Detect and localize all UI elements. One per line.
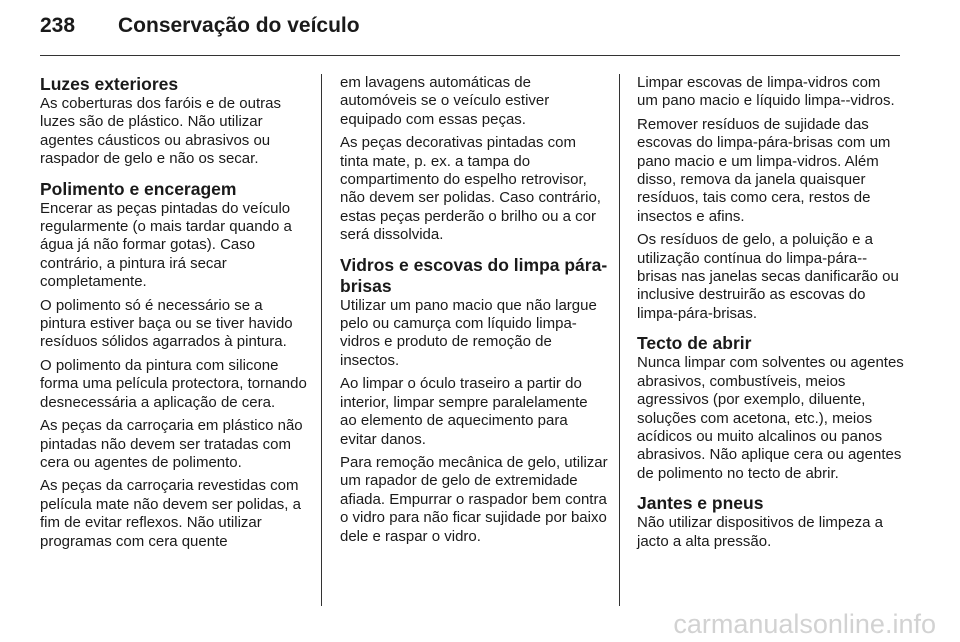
section xyxy=(637,74,905,323)
paragraph: As peças da carroçaria revestidas com película mate não devem ser polidas, a fim de evitar reflexos. Não utilizar programas com cera quente xyxy=(40,477,301,550)
section xyxy=(637,493,905,551)
section xyxy=(637,333,905,483)
section-heading: Luzes exteriores xyxy=(40,74,179,94)
section xyxy=(40,179,308,551)
paragraph: As peças da carroçaria em plástico não pintadas não devem ser tratadas com cera ou agentes de polimento. xyxy=(40,417,303,471)
paragraph: O polimento da pintura com silicone forma uma película protectora, tornando desnecessária a aplicação de cera. xyxy=(40,356,307,411)
paragraph: As peças decorativas pintadas com tinta mate, p. ex. a tampa do compartimento do espelho retrovisor, não devem ser polidas. Caso contrário, estas peças perderão o brilho ou a cor será dissolvida. xyxy=(340,134,601,244)
paragraph: Não utilizar dispositivos de limpeza a jacto a alta pressão. xyxy=(637,514,883,550)
section-heading: Vidros e escovas do limpa pára-brisas xyxy=(340,254,608,296)
paragraph: As coberturas dos faróis e de outras luzes são de plástico. Não utilizar agentes cáusticos ou abrasivos ou raspador de gelo e não os secar. xyxy=(40,95,281,168)
paragraph: Ao limpar o óculo traseiro a partir do interior, limpar sempre paralelamente ao elemento de aquecimento para evitar danos. xyxy=(340,375,588,448)
column-divider-1 xyxy=(321,74,322,606)
column-divider-2 xyxy=(619,74,620,606)
paragraph: Para remoção mecânica de gelo, utilizar um rapador de gelo de extremidade afiada. Empurrar o raspador bem contra o vidro para não ficar sujidade por baixo dele e raspar o vidro. xyxy=(340,453,608,545)
section-heading: Tecto de abrir xyxy=(637,333,752,354)
section xyxy=(40,74,308,169)
paragraph: Nunca limpar com solventes ou agentes abrasivos, combustíveis, meios agressivos (por exemplo, diluente, soluções com acetona, etc.), meios acídicos ou muito alcalinos ou panos abrasivos. Não aplique cera ou agentes de polimento no tecto de abrir. xyxy=(637,354,904,482)
column-1 xyxy=(40,74,308,561)
paragraph: O polimento só é necessário se a pintura estiver baça ou se tiver havido resíduos sólidos agarrados à pintura. xyxy=(40,296,293,351)
page-title: Conservação do veículo xyxy=(118,14,360,37)
paragraph: em lavagens automáticas de automóveis se o veículo estiver equipado com essas peças. xyxy=(340,74,550,128)
section xyxy=(340,255,608,546)
column-3 xyxy=(637,74,905,561)
section-heading: Polimento e enceragem xyxy=(40,178,237,199)
paragraph: Remover resíduos de sujidade das escovas do limpa-pára-brisas com um pano macio e um limpa-vidros. Além disso, remova da janela quaisquer resíduos, tais como cera, restos de insectos e afins. xyxy=(637,115,891,225)
paragraph: Os resíduos de gelo, a poluição e a utilização contínua do limpa-pára--brisas nas janelas secas danificarão ou inclusive destruirão as escovas do limpa-pára-brisas. xyxy=(637,231,899,322)
paragraph: Encerar as peças pintadas do veículo regularmente (o mais tardar quando a água já não formar gotas). Caso contrário, a pintura irá secar completamente. xyxy=(40,199,292,291)
page-header xyxy=(40,14,360,50)
column-2 xyxy=(340,74,608,556)
paragraph: Limpar escovas de limpa-vidros com um pano macio e líquido limpa--vidros. xyxy=(637,74,895,110)
header-rule xyxy=(40,55,900,56)
page-number: 238 xyxy=(40,14,76,37)
section-heading: Jantes e pneus xyxy=(637,493,764,514)
paragraph: Utilizar um pano macio que não largue pelo ou camurça com líquido limpa-vidros e produto de remoção de insectos. xyxy=(340,296,597,369)
watermark: carmanualsonline.info xyxy=(673,609,936,639)
section xyxy=(340,74,608,245)
